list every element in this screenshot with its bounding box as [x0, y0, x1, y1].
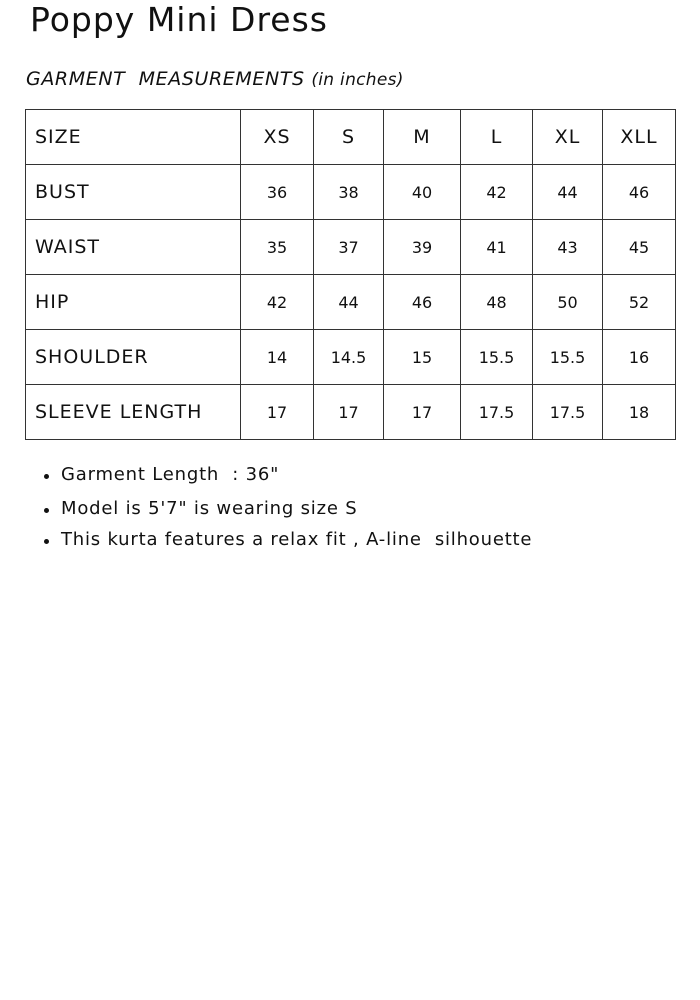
size-header-m: M	[384, 110, 461, 165]
header-size-label: SIZE	[26, 110, 241, 165]
table-cell: 18	[603, 385, 676, 440]
table-cell: 36	[241, 165, 314, 220]
table-cell: 46	[603, 165, 676, 220]
table-cell: 17	[241, 385, 314, 440]
size-header-xs: XS	[241, 110, 314, 165]
table-cell: 37	[314, 220, 384, 275]
row-label-sleeve-length: SLEEVE LENGTH	[26, 385, 241, 440]
table-cell: 17	[314, 385, 384, 440]
size-chart-table	[25, 109, 676, 440]
table-cell: 40	[384, 165, 461, 220]
size-header-xl: XL	[533, 110, 603, 165]
table-row-bust	[26, 165, 676, 220]
row-label-shoulder: SHOULDER	[26, 330, 241, 385]
table-cell: 15.5	[533, 330, 603, 385]
measurements-heading	[26, 66, 404, 93]
table-cell: 45	[603, 220, 676, 275]
note-model-size: Model is 5'7" is wearing size S	[40, 496, 532, 527]
table-cell: 44	[533, 165, 603, 220]
table-cell: 42	[461, 165, 533, 220]
table-cell: 38	[314, 165, 384, 220]
table-cell: 17	[384, 385, 461, 440]
table-cell: 17.5	[533, 385, 603, 440]
page-title: Poppy Mini Dress	[30, 0, 328, 39]
table-cell: 42	[241, 275, 314, 330]
row-label-bust: BUST	[26, 165, 241, 220]
table-cell: 46	[384, 275, 461, 330]
table-row-shoulder	[26, 330, 676, 385]
row-label-hip: HIP	[26, 275, 241, 330]
table-cell: 43	[533, 220, 603, 275]
table-cell: 44	[314, 275, 384, 330]
table-cell: 41	[461, 220, 533, 275]
table-row-hip	[26, 275, 676, 330]
table-cell: 16	[603, 330, 676, 385]
note-garment-length: Garment Length : 36"	[40, 462, 532, 496]
size-header-xll: XLL	[603, 110, 676, 165]
table-row-sleeve-length	[26, 385, 676, 440]
row-label-waist: WAIST	[26, 220, 241, 275]
table-cell: 15.5	[461, 330, 533, 385]
size-header-l: L	[461, 110, 533, 165]
measurements-heading-text: GARMENT MEASUREMENTS	[26, 68, 312, 90]
size-header-s: S	[314, 110, 384, 165]
table-cell: 14	[241, 330, 314, 385]
table-cell: 35	[241, 220, 314, 275]
table-cell: 17.5	[461, 385, 533, 440]
table-row-waist	[26, 220, 676, 275]
table-cell: 48	[461, 275, 533, 330]
note-fit-description: This kurta features a relax fit , A-line silhouette	[40, 527, 532, 553]
product-notes-list	[40, 462, 532, 553]
table-cell: 15	[384, 330, 461, 385]
measurements-unit: (in inches)	[311, 70, 404, 90]
table-cell: 39	[384, 220, 461, 275]
table-header-row	[26, 110, 676, 165]
table-cell: 14.5	[314, 330, 384, 385]
table-cell: 50	[533, 275, 603, 330]
table-cell: 52	[603, 275, 676, 330]
